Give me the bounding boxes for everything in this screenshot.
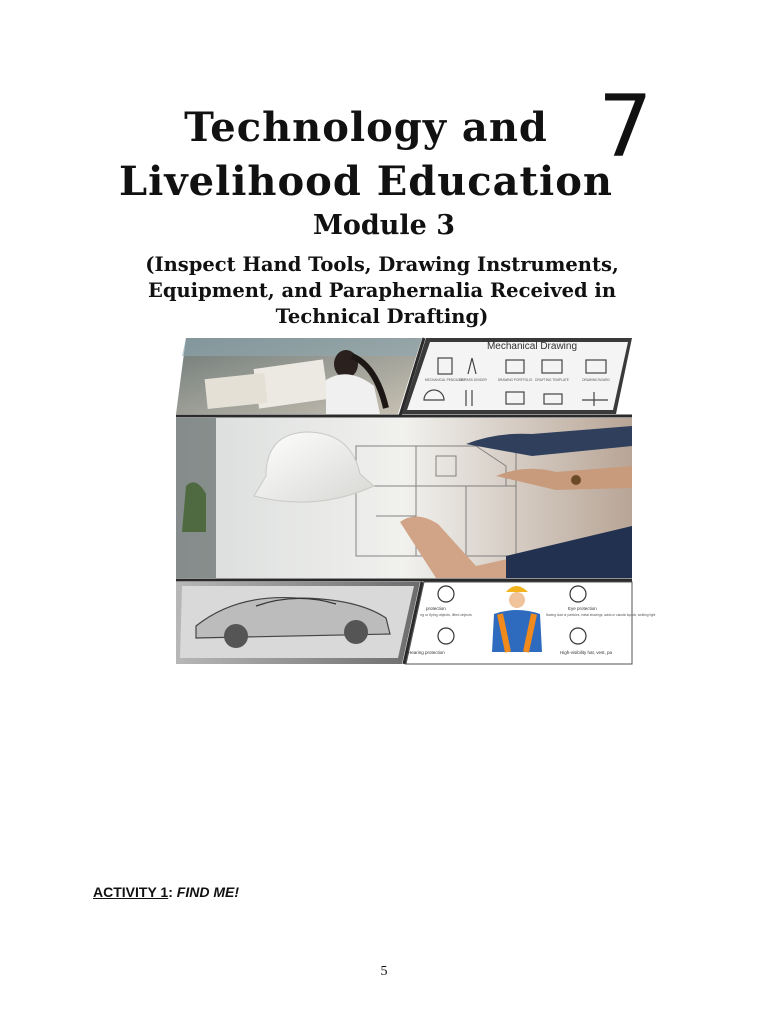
module-subtitle [118,252,646,330]
title-line-2: Livelihood Education [119,158,613,205]
activity-label: ACTIVITY 1 [93,884,169,900]
safety-desc: ng or flying objects, lified objects [420,613,472,617]
safety-label: High-visibility hat, vest, pa [560,650,613,655]
safety-label: protection [426,606,446,611]
page-number: 5 [380,964,388,979]
subtitle-line: Technical Drafting) [275,305,489,328]
blueprint-hardhat-photo [176,418,632,578]
safety-label: Eye protection [568,606,597,611]
title-line-1: Technology and [184,104,548,151]
tool-label: MECHANICAL PENCIL SET [424,378,466,382]
safety-desc: flowing dust or particles, metal shavings, acids or caustic liquids, welding light [546,613,656,617]
tool-label: COMPASS DIVIDER [457,378,487,382]
grade-number: 7 [598,77,653,177]
tool-label: DRAFTING TEMPLATE [535,378,569,382]
subtitle-line: Equipment, and Paraphernalia Received in [147,279,617,302]
car-sketch-photo [176,582,420,664]
tool-label: DRAWING PORTFOLIO [497,378,533,382]
activity-heading [93,884,239,900]
mechanical-drawing-tools-panel [402,338,632,414]
safety-equipment-infographic [406,582,655,664]
subtitle-line: (Inspect Hand Tools, Drawing Instruments, [145,253,619,276]
activity-separator: : [168,884,173,900]
students-drawing-photo [176,338,422,414]
cover-collage-image [176,336,656,664]
tools-panel-title: Mechanical Drawing [486,341,578,352]
activity-title: FIND ME! [176,884,239,900]
tool-label: DRAWING BOARD [582,378,610,382]
safety-label: Hearing protection [408,650,445,655]
module-title: Module 3 [312,210,456,241]
